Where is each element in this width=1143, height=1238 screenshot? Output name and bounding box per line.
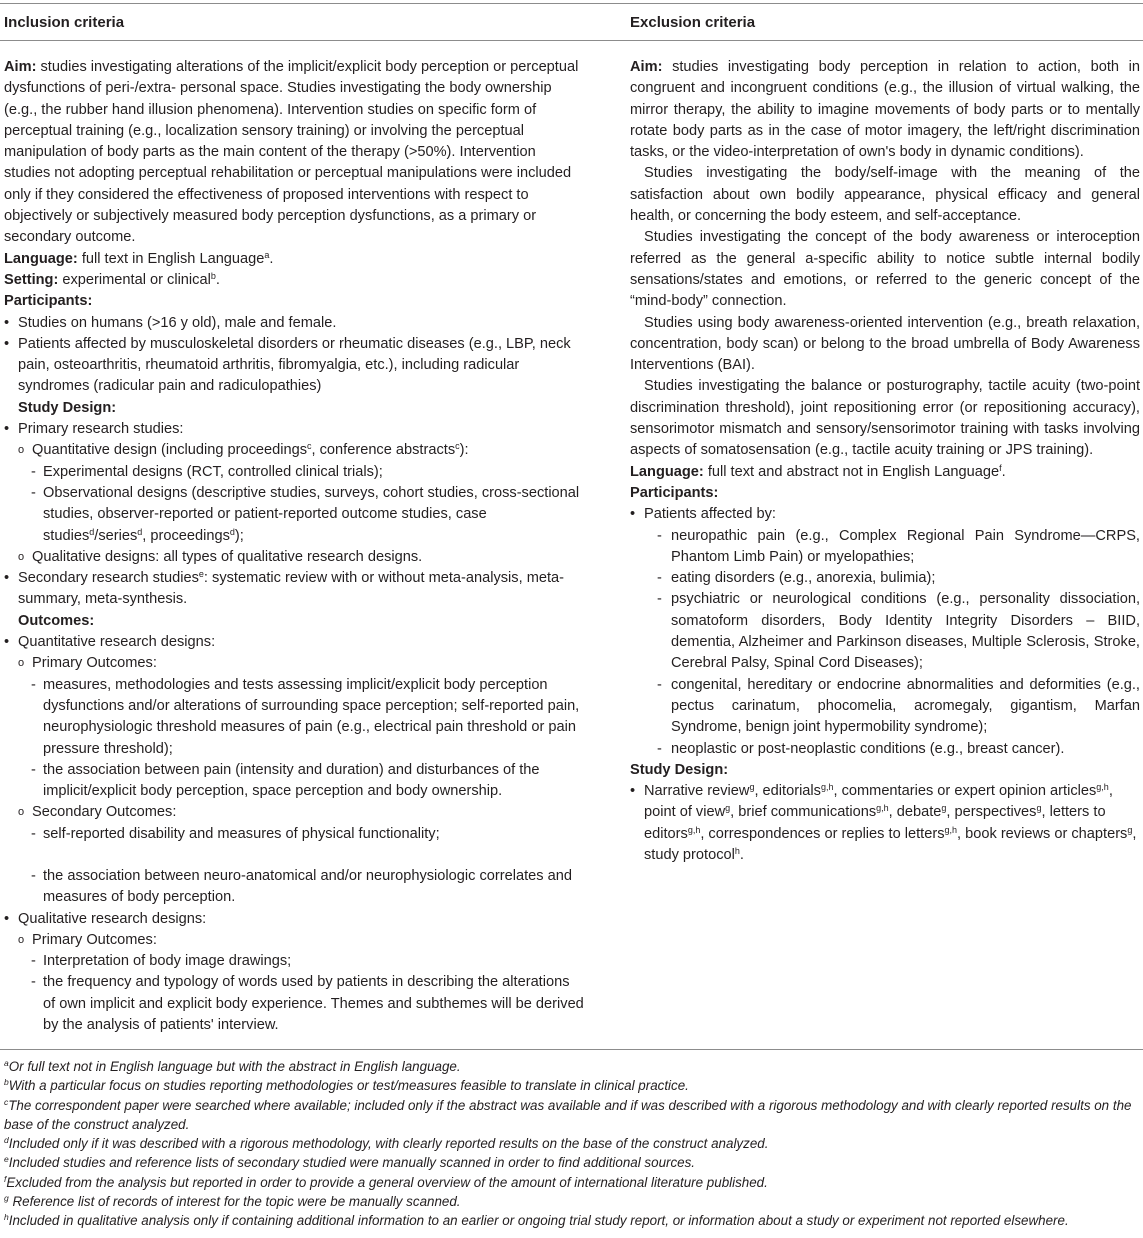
list-item: - neuropathic pain (e.g., Complex Regional Pain Syndrome—CRPS, Phantom Limb Pain) or myelopathies;	[657, 527, 1140, 565]
dash-icon: -	[657, 740, 662, 757]
list-item: - neoplastic or post-neoplastic conditions (e.g., breast cancer).	[630, 739, 1140, 760]
bullet-icon: •	[4, 634, 10, 651]
dash-icon: -	[31, 463, 36, 480]
list-item: o Primary Outcomes:	[4, 653, 584, 674]
circle-bullet-icon: o	[18, 657, 25, 670]
dash-icon: -	[657, 570, 662, 587]
exclusion-aim: Aim: studies investigating body perception in relation to action, both in congruent and incongruent conditions (e.g., the illusion of virtual walking, the mirror therapy, the ability to imagine movements of body parts or to mentally rotate body parts as in the case of motor imagery, the left/right discrimination tasks, or the video-interpretation of own's body in dynamic conditions).	[630, 59, 1140, 161]
list-item: - the association between pain (intensity and duration) and disturbances of the implicit/explicit body perception, space perception and body ownership.	[31, 761, 540, 800]
dash-icon: -	[657, 527, 662, 544]
list-item: - Experimental designs (RCT, controlled clinical trials);	[4, 462, 584, 483]
circle-bullet-icon: o	[18, 550, 25, 563]
dash-icon: -	[31, 953, 36, 970]
footnote: $^d$Included only if it was described with a rigorous methodology, with clearly reported results on the base of the construct analyzed.	[4, 1135, 769, 1152]
list-item: • Patients affected by:	[630, 504, 1140, 525]
outcomes-heading: Outcomes:	[18, 612, 95, 629]
spacer	[4, 845, 584, 866]
inclusion-language: Language: full text in English Language$^a$.	[4, 249, 274, 267]
inclusion-setting: Setting: experimental or clinical$^b$.	[4, 270, 220, 288]
participants-heading: Participants:	[4, 293, 93, 310]
footnote: $^f$Excluded from the analysis but reported in order to provide a general overview of the amount of international literature published.	[4, 1173, 768, 1190]
bullet-icon: •	[4, 570, 10, 587]
list-item: - psychiatric or neurological conditions (e.g., personality dissociation, somatoform disorders, Body Identity Integrity Disorders – BIID, dementia, Alzheimer and Parkinson diseases, Multiple Sclerosis, Stroke, Cerebral Palsy, Spinal Cord Diseases);	[657, 591, 1140, 672]
participants-list	[4, 313, 584, 398]
dash-icon: -	[31, 974, 36, 991]
dash-icon: -	[657, 591, 662, 608]
list-item: • Patients affected by musculoskeletal disorders or rheumatic diseases (e.g., LBP, neck pain, osteoarthritis, rheumatoid arthritis, fibromyalgia, etc.), including radicular syndromes (radicular pain and radiculopathies)	[4, 335, 571, 395]
list-item: - congenital, hereditary or endocrine abnormalities and deformities (e.g., pectus carinatum, phocomelia, acromegaly, gigantism, Marfan Syndrome, benign joint hypermobility syndrome);	[657, 676, 1140, 736]
list-item: • Studies on humans (>16 y old), male and female.	[4, 313, 584, 334]
circle-bullet-icon: o	[18, 806, 25, 819]
header-rule	[0, 40, 1143, 41]
footnote: $^g$ Reference list of records of interest for the topic were be manually scanned.	[4, 1193, 461, 1210]
list-item: • Quantitative research designs:	[4, 632, 584, 653]
footnote-rule	[0, 1049, 1143, 1050]
footnote: $^b$With a particular focus on studies reporting methodologies or test/measures feasible to translate in clinical practice.	[4, 1077, 689, 1094]
inclusion-header: Inclusion criteria	[4, 14, 125, 31]
list-item: o Qualitative designs: all types of qualitative research designs.	[4, 547, 584, 568]
footnote: $^c$The correspondent paper were searched where available; included only if the abstract was available and if was described with a rigorous methodology and with clearly reported results on the base of the construct analyzed.	[4, 1096, 1132, 1132]
dash-icon: -	[31, 761, 36, 778]
bullet-icon: •	[630, 783, 636, 800]
footnote: $^e$Included studies and reference lists of secondary studied were manually scanned in order to find additional sources.	[4, 1154, 696, 1171]
dash-icon: -	[31, 825, 36, 842]
dash-icon: -	[31, 676, 36, 693]
list-item: - self-reported disability and measures of physical functionality;	[4, 824, 584, 845]
list-item: - the association between neuro-anatomical and/or neurophysiologic correlates and measures of body perception.	[31, 867, 572, 906]
bullet-icon: •	[4, 335, 10, 352]
bullet-icon: •	[4, 314, 10, 331]
dash-icon: -	[31, 484, 36, 501]
circle-bullet-icon: o	[18, 933, 25, 946]
dash-icon: -	[31, 867, 36, 884]
bullet-icon: •	[4, 910, 10, 927]
exclusion-header: Exclusion criteria	[630, 14, 756, 31]
circle-bullet-icon: o	[18, 444, 25, 457]
inclusion-column	[4, 57, 584, 1036]
dash-icon: -	[657, 676, 662, 693]
footnote: $^a$Or full text not in English language but with the abstract in English language.	[4, 1058, 461, 1074]
list-item: o Quantitative design (including proceedings$^c$, conference abstracts$^c$):	[4, 440, 584, 461]
list-item: - Interpretation of body image drawings;	[4, 951, 584, 972]
footnote: $^h$Included in qualitative analysis only if containing additional information to an earlier or ongoing trial study report, or information about a study or experiment not reported elsewhere.	[4, 1212, 1069, 1229]
exclusion-paragraph: Studies investigating the body/self-image with the meaning of the satisfaction about own bodily appearance, physical efficacy and general health, or concerning the body esteem, and self-acceptance.	[630, 165, 1140, 225]
bullet-icon: •	[630, 506, 636, 523]
exclusion-participants-list	[630, 504, 1140, 760]
top-rule	[0, 3, 1143, 4]
exclusion-language: Language: full text and abstract not in English Language$^f$.	[630, 462, 1006, 480]
study-design-heading: Study Design:	[18, 399, 117, 416]
bullet-icon: •	[4, 421, 10, 438]
list-item: • Qualitative research designs:	[4, 909, 584, 930]
list-item: • Secondary research studies$^e$: systematic review with or without meta-analysis, meta-summary, meta-synthesis.	[4, 569, 565, 608]
inclusion-aim: Aim: studies investigating alterations of the implicit/explicit body perception or perceptual dysfunctions of peri-/extra- personal space. Studies investigating the body ownership (e.g., the rubber hand illusion phenomena). Intervention studies on specific form of perceptual training (e.g., localization sensory training) or involving the perceptual manipulation of body parts as the main content of the therapy (>50%). Intervention studies not adopting perceptual rehabilitation or perceptual manipulations were included only if they considered the effectiveness of proposed interventions with respect to objectively or subjectively measured body perception dysfunctions, as a primary or secondary outcome.	[4, 59, 579, 246]
study-design-list	[4, 419, 584, 611]
exclusion-participants-heading: Participants:	[630, 484, 719, 501]
list-item: - eating disorders (e.g., anorexia, bulimia);	[630, 568, 1140, 589]
list-item: • Primary research studies:	[4, 419, 584, 440]
list-item: - Observational designs (descriptive studies, surveys, cohort studies, cross-sectional studies, observer-reported or patient-reported outcome studies, case studies$^d$/series$^d$, proceedings$^d$);	[31, 484, 580, 544]
list-item: o Secondary Outcomes:	[4, 802, 584, 823]
list-item: - measures, methodologies and tests assessing implicit/explicit body perception dysfunctions and/or alterations of surrounding space perception; self-reported pain, neurophysiologic threshold measures of pain (e.g., electrical pain threshold or pain pressure threshold);	[31, 676, 580, 757]
exclusion-study-design-heading: Study Design:	[630, 761, 729, 778]
exclusion-paragraph: Studies investigating the concept of the body awareness or interoception referred as the general a-specific ability to notice subtle internal bodily sensations/states and emotions, or referred to the generic concept of the “mind-body” connection.	[630, 229, 1140, 310]
exclusion-paragraph: Studies investigating the balance or posturography, tactile acuity (two-point discrimination threshold), joint repositioning error (or repositioning accuracy), sensorimotor mismatch and sensory/sensorimotor training with tasks involving aspects of somatosensation (e.g., tactile acuity training or JPS training).	[630, 378, 1140, 459]
list-item: - the frequency and typology of words used by patients in describing the alterations of own implicit and explicit body experience. Themes and subthemes will be derived by the analysis of patients' interview.	[31, 974, 584, 1034]
list-item: o Primary Outcomes:	[4, 930, 584, 951]
exclusion-paragraph: Studies using body awareness-oriented intervention (e.g., breath relaxation, concentration, body scan) or belong to the broad umbrella of Body Awareness Interventions (BAI).	[630, 314, 1140, 374]
outcomes-list	[4, 632, 584, 1036]
exclusion-column	[630, 57, 1140, 866]
list-item: • Narrative review$^g$, editorials$^{g,h}$, commentaries or expert opinion articles$^{g,h}$, point of view$^g$, brief communications$^{g,h}$, debate$^g$, perspectives$^g$, letters to editors$^{g,h}$, correspondences or replies to letters$^{g,h}$, book reviews or chapters$^g$, study protocol$^h$.	[630, 782, 1137, 863]
footnotes	[4, 1057, 1140, 1231]
exclusion-study-design-list	[630, 781, 1140, 866]
